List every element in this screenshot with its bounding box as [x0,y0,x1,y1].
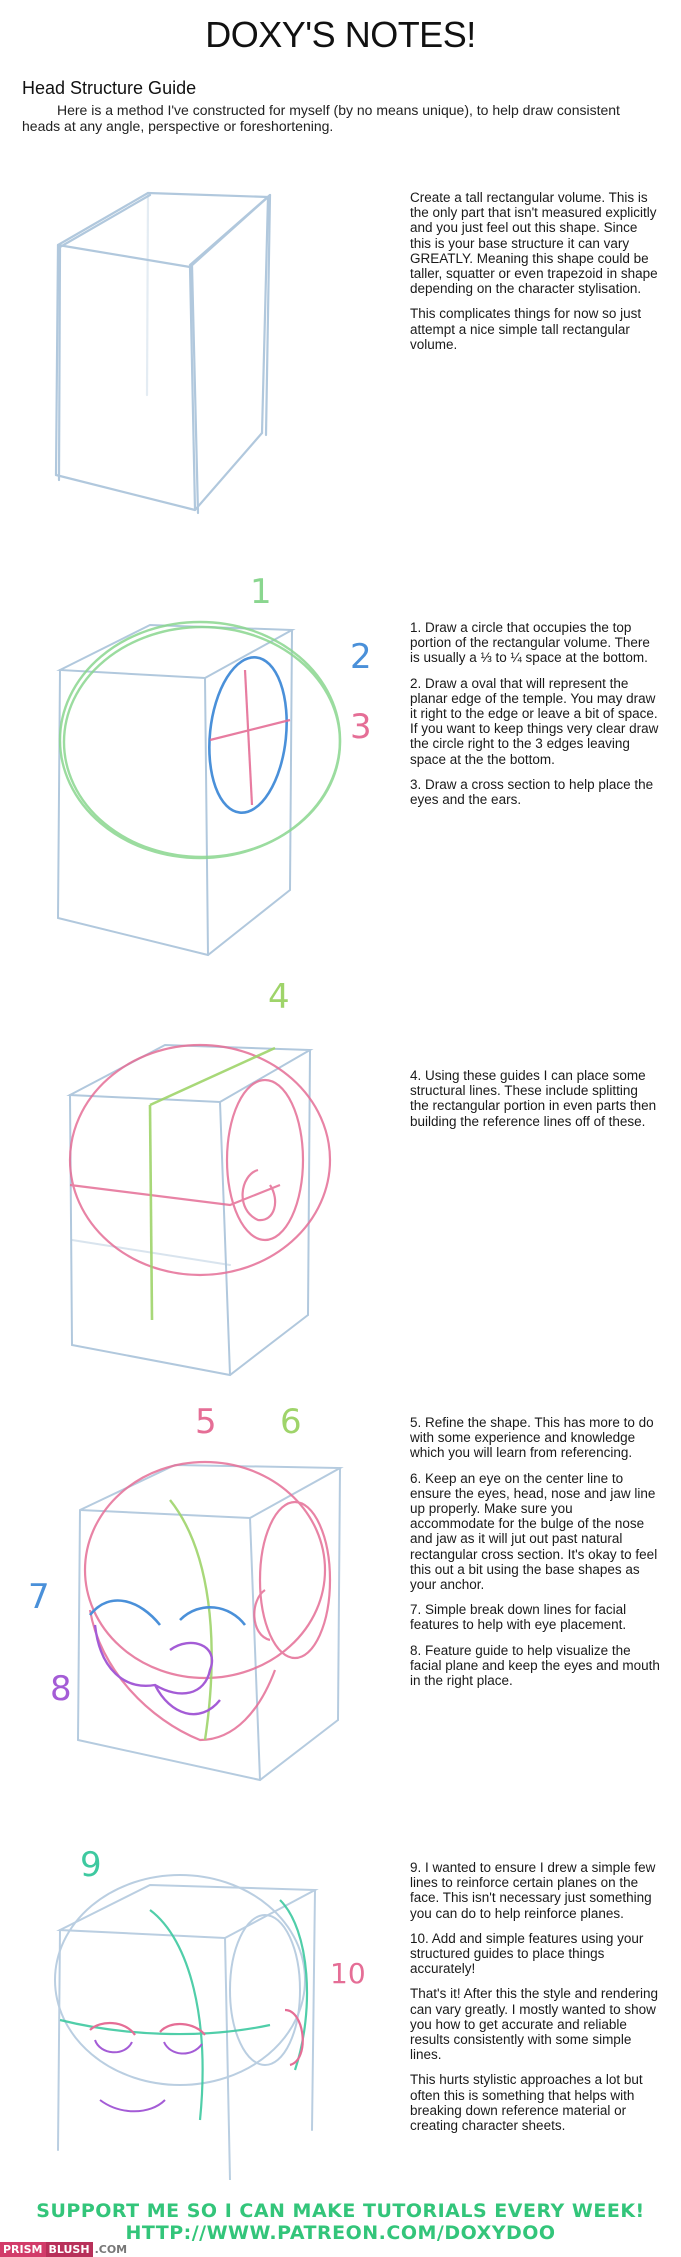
features-sketch [40,1860,400,2180]
section-5-paragraph: This hurts stylistic approaches a lot but often this is something that helps with breaking down reference material or creating character sheets. [410,2072,643,2134]
section-1-paragraph: Create a tall rectangular volume. This is the only part that isn't measured explicitly and you just feel out this shape. Since this is your base structure it can vary GREATLY. Meaning this shape could be taller, squatter or even trapezoid in shape depending on the character stylisation. [410,190,658,297]
intro-text: Here is a method I've constructed for myself (by no means unique), to help draw consistent heads at any angle, perspective or foreshortening. [22,102,620,134]
section-4-paragraph: 5. Refine the shape. This has more to do with some experience and knowledge which you will learn from referencing. [410,1415,654,1461]
structural-lines-sketch [30,1010,390,1380]
section-4-paragraph: 8. Feature guide to help visualize the facial plane and keep the eyes and mouth in the right place. [410,1642,660,1689]
support-banner: SUPPORT ME SO I CAN MAKE TUTORIALS EVERY WEEK! [36,2200,645,2222]
page-title: DOXY'S NOTES! [205,14,476,55]
watermark-logo [0,2243,127,2256]
step-number-5: 5 [195,1402,217,1442]
step-number-2: 2 [350,637,372,677]
watermark-blush: BLUSH [46,2242,93,2257]
watermark-com: .COM [94,2243,128,2256]
rectangular-volume-sketch [30,175,390,535]
section-5-notes [410,1860,660,2143]
watermark-prism: PRISM [0,2242,46,2257]
step-number-8: 8 [50,1669,72,1709]
circle-oval-sketch [30,600,390,960]
section-2-paragraph: 3. Draw a cross section to help place the eyes and the ears. [410,776,654,808]
step-number-10: 10 [330,1957,366,1990]
section-5-paragraph: 10. Add and simple features using your structured guides to place things accurately! [410,1930,644,1977]
section-3-notes [410,1068,660,1139]
section-4-notes [410,1415,660,1698]
section-5-paragraph: That's it! After this the style and rendering can vary greatly. I mostly wanted to show you how to get accurate and reliable results consistently with some simple lines. [410,1986,658,2063]
guide-subtitle: Head Structure Guide [22,78,197,98]
patreon-link[interactable]: HTTP://WWW.PATREON.COM/DOXYDOO [125,2222,556,2244]
step-number-4: 4 [268,977,290,1017]
step-number-9: 9 [80,1845,102,1885]
section-4-paragraph: 7. Simple break down lines for facial features to help with eye placement. [410,1602,627,1633]
section-2-paragraph: 1. Draw a circle that occupies the top portion of the rectangular volume. There is usually a ⅓ to ¼ space at the bottom. [410,620,650,666]
section-4-paragraph: 6. Keep an eye on the center line to ensure the eyes, head, nose and jaw line up properly. Make sure you accommodate for the bulge of the nose and jaw as it will jut out past natural rectangular cross section. It's okay to feel this out a bit using the base shapes as your anchor. [410,1470,658,1593]
refined-shape-sketch [60,1440,420,1800]
section-1-paragraph: This complicates things for now so just attempt a nice simple tall rectangular volume. [410,306,642,352]
section-3-paragraph: 4. Using these guides I can place some structural lines. These include splitting the rectangular portion in even parts then building the reference lines off of these. [410,1068,657,1129]
step-number-7: 7 [28,1577,50,1617]
section-2-paragraph: 2. Draw a oval that will represent the planar edge of the temple. You may draw it right to the edge or leave a bit of space. If you want to keep things very clear draw the circle right to the 3 edges leaving space at the the bottom. [410,675,659,767]
section-5-paragraph: 9. I wanted to ensure I drew a simple few lines to reinforce certain planes on the face. This isn't necessary just something you can do to help reinforce planes. [410,1860,656,1921]
step-number-3: 3 [350,707,372,747]
section-2-notes [410,620,660,817]
step-number-1: 1 [250,572,272,612]
section-1-notes [410,190,660,362]
step-number-6: 6 [280,1402,302,1442]
